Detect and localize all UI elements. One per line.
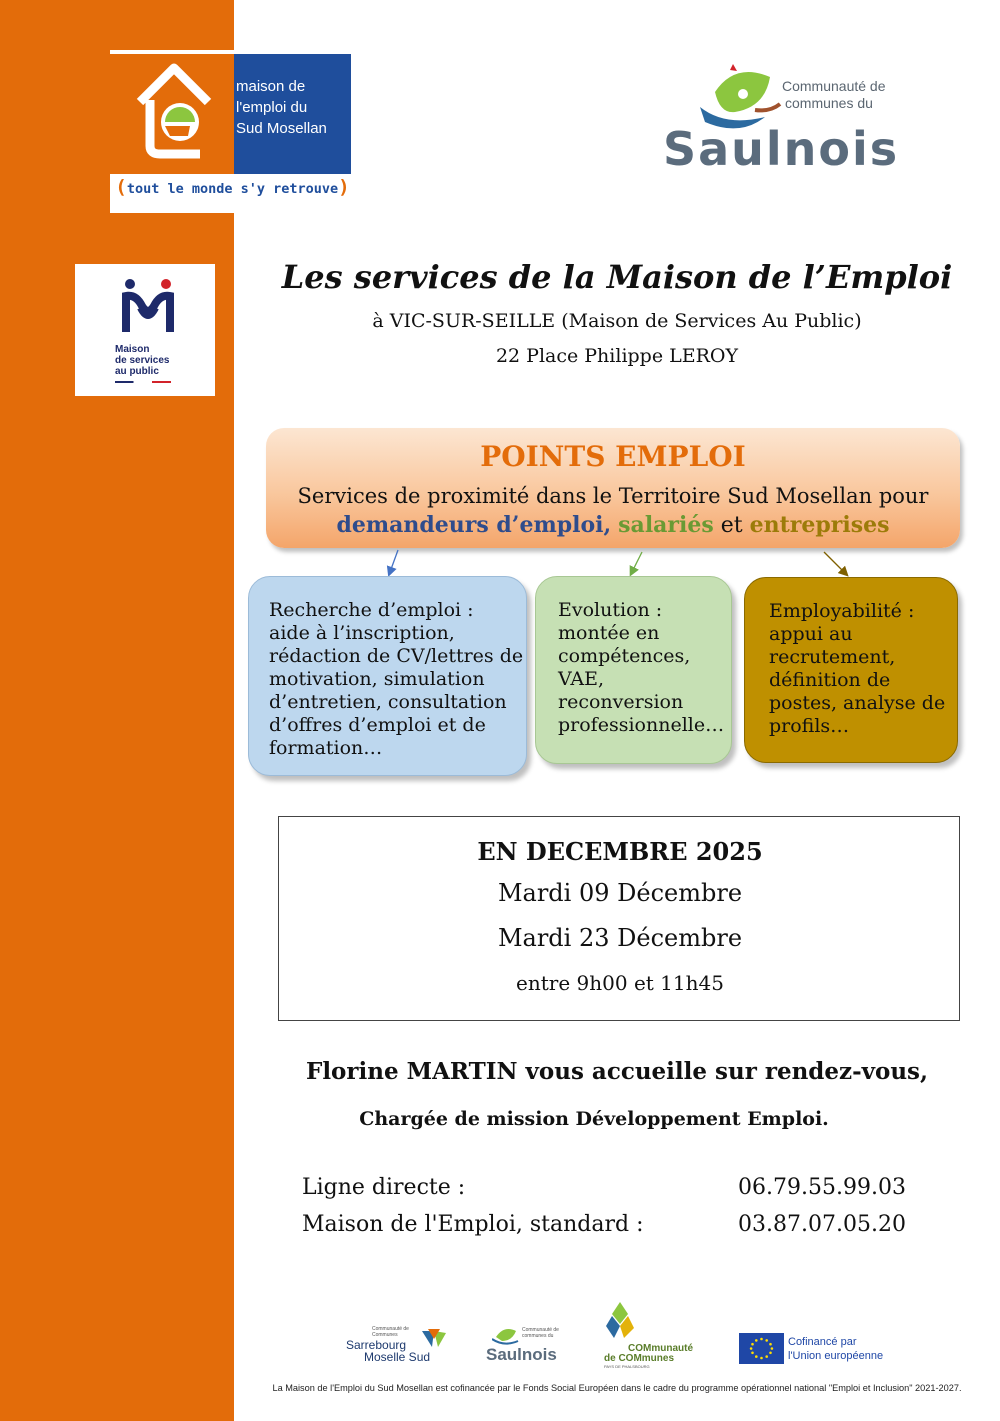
partner-name xyxy=(346,1339,430,1363)
partner-name-line: Moselle Sud xyxy=(364,1350,431,1364)
service-evolution-box xyxy=(535,576,732,764)
service-line: VAE, xyxy=(558,668,605,690)
partner-small-text xyxy=(522,1327,559,1339)
partner-small-text xyxy=(372,1326,409,1338)
service-line: Recherche d’emploi : xyxy=(269,599,474,621)
contact-name: Florine MARTIN vous accueille sur rendez-vous, xyxy=(305,1058,929,1085)
service-line: compétences, xyxy=(558,645,691,667)
msap-people-icon xyxy=(120,278,176,334)
eu-text-line: Cofinancé par xyxy=(788,1336,857,1348)
service-line: formation… xyxy=(269,737,383,759)
partner-logo-phalsbourg xyxy=(600,1302,705,1370)
service-line: recrutement, xyxy=(769,646,896,668)
service-employabilite-box xyxy=(744,577,958,763)
saulnois-wordmark: Saulnois xyxy=(663,122,900,176)
address-line: 22 Place Philippe LEROY xyxy=(495,345,739,367)
points-emploi-description: Services de proximité dans le Territoire Sud Mosellan pour xyxy=(297,484,929,508)
arrow-to-evolution xyxy=(632,552,642,572)
arrow-to-employabilite xyxy=(824,552,845,573)
service-line: appui au xyxy=(769,623,853,645)
page-title: Les services de la Maison de l’Emploi xyxy=(281,258,953,296)
service-recherche-box xyxy=(248,576,527,776)
partner-name-line: de COMmunes xyxy=(604,1353,675,1364)
schedule-box xyxy=(278,816,960,1021)
msap-line: au public xyxy=(115,366,159,377)
saulnois-logo xyxy=(655,62,905,187)
partner-logo-sarrebourg xyxy=(342,1325,450,1365)
schedule-date: Mardi 23 Décembre xyxy=(497,924,743,952)
logo-tagline: (tout le monde s'y retrouve) xyxy=(115,176,350,198)
audience-demandeurs: demandeurs d’emploi, xyxy=(336,512,612,538)
audience-salaries: salariés xyxy=(618,512,714,538)
points-emploi-box xyxy=(266,428,960,548)
orange-side-band xyxy=(0,0,234,1421)
saulnois-line1: Communauté de xyxy=(782,78,886,94)
service-line: d’offres d’emploi et de xyxy=(269,714,486,736)
saulnois-line2: communes du xyxy=(785,95,873,111)
points-emploi-title: POINTS EMPLOI xyxy=(480,440,746,473)
logo-text-line: Sud Mosellan xyxy=(236,120,327,137)
tagline-text: tout le monde s'y retrouve xyxy=(126,181,339,197)
logo-text-line: maison de xyxy=(236,78,306,95)
partner-name-line: PAYS DE PHALSBOURG xyxy=(604,1364,650,1369)
phone-label: Ligne directe : xyxy=(302,1175,466,1200)
partner-logo-eu xyxy=(739,1333,899,1365)
partner-logo-saulnois xyxy=(484,1325,566,1365)
service-line: postes, analyse de xyxy=(769,692,946,714)
msap-logo xyxy=(75,264,215,396)
schedule-hours: entre 9h00 et 11h45 xyxy=(516,971,724,995)
partner-small-line: communes du xyxy=(522,1333,554,1339)
partner-name-line: Sarrebourg xyxy=(346,1338,407,1352)
schedule-title: EN DECEMBRE 2025 xyxy=(477,837,763,866)
partner-name xyxy=(604,1344,693,1370)
service-line: définition de xyxy=(769,669,891,691)
phone-label: Maison de l'Emploi, standard : xyxy=(302,1212,644,1237)
audience-conjunction: et xyxy=(720,513,743,538)
phone-number: 06.79.55.99.03 xyxy=(738,1175,906,1200)
service-line: motivation, simulation xyxy=(269,668,485,690)
msap-text xyxy=(115,344,170,377)
audience-entreprises: entreprises xyxy=(749,512,890,538)
service-line: montée en xyxy=(558,622,660,644)
service-line: aide à l’inscription, xyxy=(269,622,455,644)
partner-small-line: Communes xyxy=(372,1332,398,1338)
eu-text-line: l'Union européenne xyxy=(788,1350,884,1362)
service-line: rédaction de CV/lettres de xyxy=(269,645,524,667)
partner-small-line: Communauté de xyxy=(522,1327,559,1333)
arrow-to-recherche xyxy=(390,550,398,572)
msap-line: Maison xyxy=(115,344,150,355)
msap-line: de services xyxy=(115,355,170,366)
house-e-icon xyxy=(130,60,218,160)
footer-note: La Maison de l'Emploi du Sud Mosellan est cofinancée par le Fonds Social Européen dans le cadre du programme opérationnel national "Emploi et Inclusion" 2021-2027. xyxy=(272,1383,962,1393)
maison-emploi-logo xyxy=(110,50,351,213)
phalsbourg-emblem-icon xyxy=(602,1302,638,1342)
schedule-date: Mardi 09 Décembre xyxy=(497,879,743,907)
location-line: à VIC-SUR-SEILLE (Maison de Services Au Public) xyxy=(372,310,862,332)
partner-small-line: Communauté de xyxy=(372,1326,409,1332)
eu-stars-icon xyxy=(739,1333,784,1364)
service-line: reconversion xyxy=(558,691,684,713)
partner-name: Saulnois xyxy=(486,1345,557,1364)
service-line: profils… xyxy=(769,715,850,737)
saulnois-small-emblem-icon xyxy=(492,1325,520,1345)
logo-text-line: l'emploi du xyxy=(236,99,308,116)
service-line: d’entretien, consultation xyxy=(269,691,507,713)
service-line: Evolution : xyxy=(558,599,663,621)
service-line: professionnelle… xyxy=(558,714,725,736)
phone-number: 03.87.07.05.20 xyxy=(738,1212,906,1237)
partner-name-line: COMmunauté xyxy=(628,1343,693,1354)
msap-flag-stripe xyxy=(115,381,171,383)
logo-text xyxy=(234,76,353,139)
service-line: Employabilité : xyxy=(769,600,915,622)
points-emploi-audience xyxy=(266,512,960,538)
eu-text xyxy=(788,1335,883,1363)
eu-flag xyxy=(739,1333,784,1364)
contact-role: Chargée de mission Développement Emploi. xyxy=(359,1108,829,1130)
